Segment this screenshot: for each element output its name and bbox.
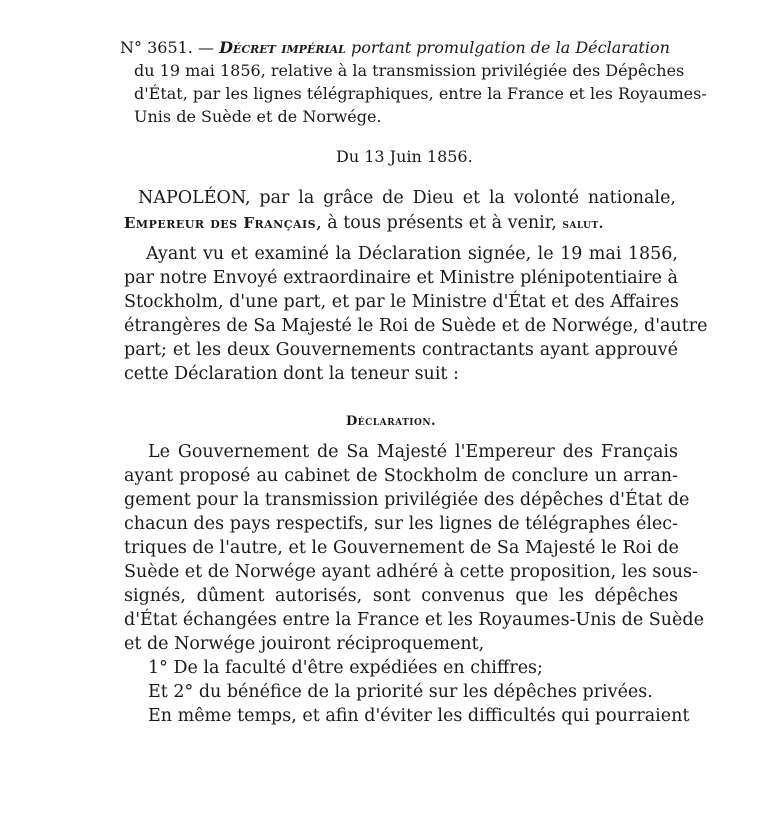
paragraph-1-line-3: Stockholm, d'une part, et par le Ministre d'État et des Affaires bbox=[124, 292, 679, 312]
item-1: 1° De la faculté d'être expédiées en chiffres; bbox=[148, 658, 543, 678]
item-2: Et 2° du bénéfice de la priorité sur les dépêches privées. bbox=[148, 682, 653, 702]
paragraph-2-line-4: chacun des pays respectifs, sur les lignes de télégraphes élec- bbox=[124, 514, 678, 534]
paragraph-1-line-5: part; et les deux Gouvernements contractants ayant approuvé bbox=[124, 340, 678, 360]
decree-label: Décret impérial bbox=[219, 38, 346, 57]
item-3: En même temps, et afin d'éviter les difficultés qui pourraient bbox=[148, 706, 690, 726]
decree-heading-line-1 bbox=[120, 39, 668, 57]
preamble-line-1: NAPOLÉON, par la grâce de Dieu et la volonté nationale, bbox=[138, 188, 676, 208]
decree-heading-line-3: d'État, par les lignes télégraphiques, entre la France et les Royaumes- bbox=[134, 84, 707, 103]
paragraph-2-line-6: Suède et de Norwége ayant adhéré à cette proposition, les sous- bbox=[124, 562, 698, 582]
paragraph-2-line-8: d'État échangées entre la France et les Royaumes-Unis de Suède bbox=[124, 610, 704, 630]
paragraph-2-line-2: ayant proposé au cabinet de Stockholm de conclure un arran- bbox=[124, 466, 678, 486]
paragraph-1-line-6: cette Déclaration dont la teneur suit : bbox=[124, 364, 459, 384]
paragraph-2-line-7: signés, dûment autorisés, sont convenus que les dépêches bbox=[124, 586, 678, 606]
decree-heading-line-4: Unis de Suède et de Norwége. bbox=[134, 107, 382, 126]
paragraph-2-line-9: et de Norwége jouiront réciproquement, bbox=[124, 634, 485, 654]
preamble-line-2-rest: , à tous présents et à venir, bbox=[316, 213, 563, 233]
emperor-title: Empereur des Français bbox=[124, 214, 317, 232]
section-title: Déclaration. bbox=[346, 414, 437, 429]
heading-line-1-rest: portant promulgation de la Déclaration bbox=[345, 38, 670, 57]
heading-dash: — bbox=[192, 38, 220, 57]
paragraph-2-line-3: gement pour la transmission privilégiée des dépêches d'État de bbox=[124, 490, 690, 510]
decree-heading-line-2: du 19 mai 1856, relative à la transmission privilégiée des Dépêches bbox=[134, 61, 685, 80]
paragraph-2-line-1: Le Gouvernement de Sa Majesté l'Empereur des Français bbox=[148, 442, 678, 462]
paragraph-1-line-4: étrangères de Sa Majesté le Roi de Suède et de Norwége, d'autre bbox=[124, 316, 708, 336]
salut-word: salut. bbox=[562, 217, 604, 232]
decree-date: Du 13 Juin 1856. bbox=[336, 147, 473, 166]
paragraph-1-line-1: Ayant vu et examiné la Déclaration signée, le 19 mai 1856, bbox=[146, 244, 678, 264]
paragraph-2-line-5: triques de l'autre, et le Gouvernement de Sa Majesté le Roi de bbox=[124, 538, 679, 558]
paragraph-1-line-2: par notre Envoyé extraordinaire et Ministre plénipotentiaire à bbox=[124, 268, 678, 288]
decree-number: N° 3651. bbox=[120, 38, 193, 57]
preamble-line-2 bbox=[124, 211, 664, 237]
